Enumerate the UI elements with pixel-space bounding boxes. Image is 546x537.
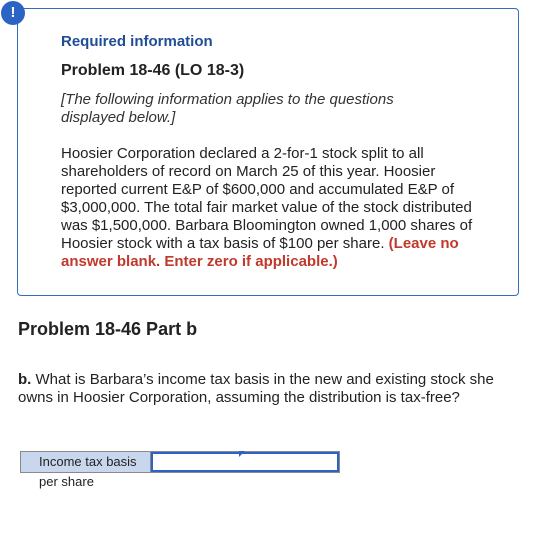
question-label: b. — [18, 371, 32, 388]
part-title: Problem 18-46 Part b — [18, 319, 198, 339]
required-information-title: Required information — [61, 33, 213, 50]
question-text: What is Barbara’s income tax basis in the new and existing stock she owns in Hoosier Corporation, assuming the distribution is tax-free? — [18, 371, 494, 406]
answer-label: Income tax basis per share — [21, 452, 151, 472]
problem-body — [61, 145, 491, 271]
alert-icon: ! — [1, 1, 25, 25]
problem-title: Problem 18-46 (LO 18-3) — [61, 62, 245, 79]
problem-body-text: Hoosier Corporation declared a 2-for-1 stock split to all shareholders of record on March 25 of this year. Hoosier reported current E&P of $600,000 and accumulated E&P of $3,000,000. The total fair market value of the stock distributed was $1,500,000. Barbara Bloomington owned 1,000 shares of Hoosier stock with a tax basis of $100 per share. — [61, 145, 473, 252]
flag-icon — [239, 451, 245, 457]
info-note: [The following information applies to the questions displayed below.] — [61, 91, 394, 126]
income-tax-basis-input[interactable] — [151, 452, 339, 472]
question — [18, 371, 528, 407]
instruction-text: (Leave no answer blank. Enter zero if applicable.) — [61, 235, 459, 270]
answer-row — [20, 451, 340, 489]
